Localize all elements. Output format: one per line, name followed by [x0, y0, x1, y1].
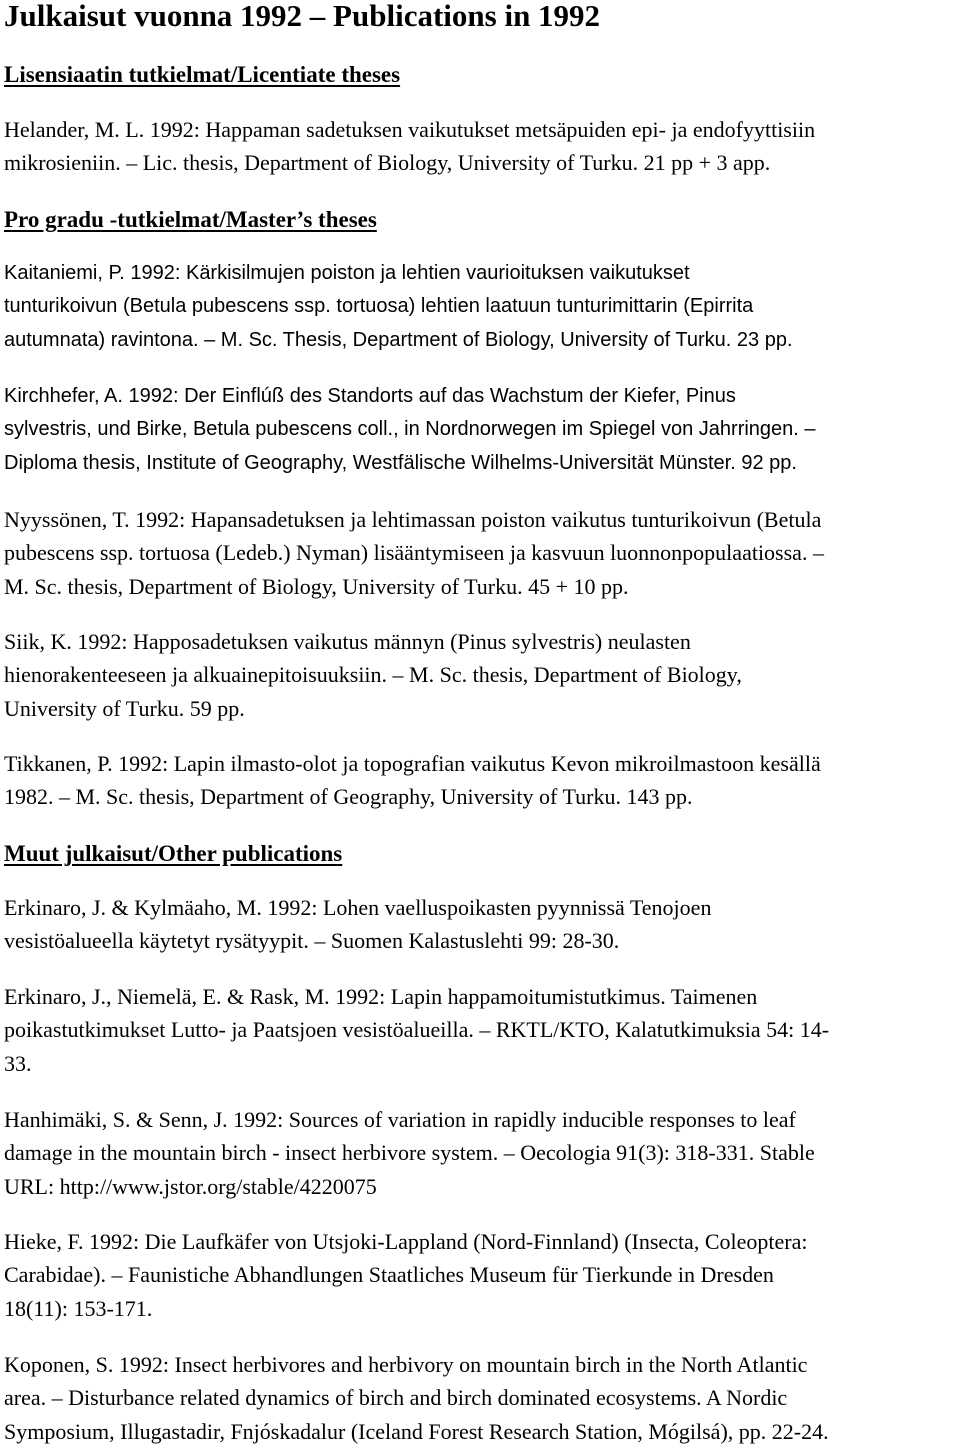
entry-line: pubescens ssp. tortuosa (Ledeb.) Nyman) lisääntymiseen ja kasvuun luonnonpopulaatiossa. – — [4, 540, 824, 566]
entry-kaitaniemi — [4, 257, 793, 357]
entry-line: Nyyssönen, T. 1992: Hapansadetuksen ja lehtimassan poiston vaikutus tunturikoivun (Betula — [4, 507, 822, 532]
entry-line: Carabidae). – Faunistiche Abhandlungen Staatliches Museum für Tierkunde in Dresden — [4, 1262, 774, 1288]
entry-erkinaro-niemela-rask — [4, 980, 829, 1080]
entry-line: University of Turku. 59 pp. — [4, 695, 245, 721]
entry-line: Erkinaro, J., Niemelä, E. & Rask, M. 1992: Lapin happamoitumistutkimus. Taimenen — [4, 984, 758, 1009]
entry-nyyssonen — [4, 503, 824, 603]
entry-line: autumnata) ravintona. – M. Sc. Thesis, Department of Biology, University of Turku. 23 pp. — [4, 328, 793, 351]
entry-koponen — [4, 1348, 829, 1448]
entry-line: Symposium, Illugastadir, Fnjóskadalur (Iceland Forest Research Station, Mógilsá), pp. 22-24. — [4, 1418, 829, 1444]
entry-line: area. – Disturbance related dynamics of birch and birch dominated ecosystems. A Nordic — [4, 1385, 788, 1411]
entry-line: Kirchhefer, A. 1992: Der Einflúß des Standorts auf das Wachstum der Kiefer, Pinus — [4, 385, 736, 407]
entry-line: URL: http://www.jstor.org/stable/4220075 — [4, 1173, 377, 1199]
entry-helander — [4, 113, 815, 180]
entry-line: Kaitaniemi, P. 1992: Kärkisilmujen poiston ja lehtien vaurioituksen vaikutukset — [4, 262, 690, 284]
entry-line: Diploma thesis, Institute of Geography, Westfälische Wilhelms-Universität Münster. 92 pp. — [4, 451, 797, 474]
entry-line: Tikkanen, P. 1992: Lapin ilmasto-olot ja topografian vaikutus Kevon mikroilmastoon kesällä — [4, 751, 821, 776]
entry-line: Siik, K. 1992: Happosadetuksen vaikutus männyn (Pinus sylvestris) neulasten — [4, 629, 691, 654]
entry-hanhimaki-senn — [4, 1103, 815, 1203]
entry-line: sylvestris, und Birke, Betula pubescens coll., in Nordnorwegen im Spiegel von Jahrringen. – — [4, 418, 816, 441]
section-heading-masters: Pro gradu -tutkielmat/Master’s theses — [4, 207, 377, 232]
page-title: Julkaisut vuonna 1992 – Publications in 1992 — [4, 0, 601, 33]
entry-kirchhefer — [4, 380, 816, 480]
entry-line: Helander, M. L. 1992: Happaman sadetuksen vaikutukset metsäpuiden epi- ja endofyyttisiin — [4, 117, 816, 142]
entry-line: poikastutkimukset Lutto- ja Paatsjoen vesistöalueilla. – RKTL/KTO, Kalatutkimuksia 54: 14- — [4, 1017, 830, 1043]
entry-line: Erkinaro, J. & Kylmäaho, M. 1992: Lohen vaelluspoikasten pyynnissä Tenojoen — [4, 895, 712, 920]
entry-line: hienorakenteeseen ja alkuainepitoisuuksiin. – M. Sc. thesis, Department of Biology, — [4, 662, 742, 688]
section-heading-licentiate: Lisensiaatin tutkielmat/Licentiate theses — [4, 62, 401, 87]
entry-erkinaro-kylmaaho — [4, 891, 711, 958]
entry-line: tunturikoivun (Betula pubescens ssp. tortuosa) lehtien laatuun tunturimittarin (Epirrita — [4, 295, 754, 318]
entry-line: vesistöalueella käytetyt rysätyypit. – Suomen Kalastuslehti 99: 28-30. — [4, 928, 620, 954]
entry-line: M. Sc. thesis, Department of Biology, University of Turku. 45 + 10 pp. — [4, 573, 629, 599]
entry-tikkanen — [4, 747, 821, 814]
entry-line: mikrosieniin. – Lic. thesis, Department of Biology, University of Turku. 21 pp + 3 app. — [4, 150, 771, 176]
entry-line: 1982. – M. Sc. thesis, Department of Geography, University of Turku. 143 pp. — [4, 784, 693, 810]
entry-siik — [4, 625, 742, 725]
entry-line: Koponen, S. 1992: Insect herbivores and herbivory on mountain birch in the North Atlantic — [4, 1352, 808, 1377]
entry-line: Hieke, F. 1992: Die Laufkäfer von Utsjoki-Lappland (Nord-Finnland) (Insecta, Coleoptera: — [4, 1229, 808, 1254]
section-heading-other: Muut julkaisut/Other publications — [4, 841, 343, 866]
entry-line: 33. — [4, 1050, 32, 1076]
entry-line: 18(11): 153-171. — [4, 1295, 153, 1321]
entry-hieke — [4, 1225, 807, 1325]
entry-line: Hanhimäki, S. & Senn, J. 1992: Sources of variation in rapidly inducible responses to leaf — [4, 1107, 796, 1132]
entry-line: damage in the mountain birch - insect herbivore system. – Oecologia 91(3): 318-331. Stable — [4, 1140, 815, 1166]
